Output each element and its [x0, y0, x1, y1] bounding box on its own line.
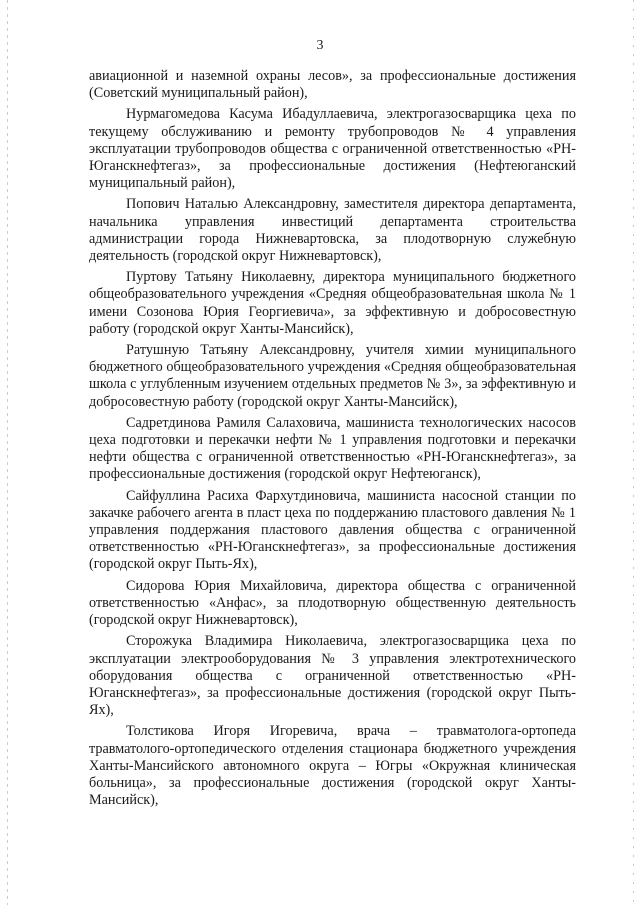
scan-edge-right: [633, 0, 634, 905]
page-number: 3: [316, 38, 324, 53]
paragraph-tolstikov: Толстикова Игоря Игоревича, врача – травматолога-ортопеда травматолого-ортопедического отделения стационара бюджетного учреждения Ханты-Мансийского автономного округа – Югры «Окружная клиническая больница», за профессиональные достижения (городской округ Ханты-Мансийск),: [89, 723, 576, 809]
paragraph-popovich: Попович Наталью Александровну, заместителя директора департамента, начальника управления инвестиций департамента строительства администрации города Нижневартовска, за плодотворную служебную деятельность (городской округ Нижневартовск),: [89, 196, 576, 265]
paragraph-storozhuk: Сторожука Владимира Николаевича, электрогазосварщика цеха по эксплуатации электрооборудования № 3 управления электротехнического оборудования общества с ограниченной ответственностью «РН-Юганскнефтегаз», за профессиональные достижения (городской округ Пыть-Ях),: [89, 633, 576, 719]
paragraph-ratushnaya: Ратушную Татьяну Александровну, учителя химии муниципального бюджетного общеобразовательного учреждения «Средняя общеобразовательная школа с углубленным изучением отдельных предметов № 3», за эффективную и добросовестную работу (городской округ Ханты-Мансийск),: [89, 342, 576, 410]
document-body: [89, 68, 576, 809]
paragraph-nurmagomedov: Нурмагомедова Касума Ибадуллаевича, электрогазосварщика цеха по текущему обслуживанию и ремонту трубопроводов № 4 управления эксплуатации трубопроводов общества с ограниченной ответственностью «РН-Юганскнефтегаз», за профессиональные достижения (Нефтеюганский муниципальный район),: [89, 106, 576, 192]
paragraph-purtova: Пуртову Татьяну Николаевну, директора муниципального бюджетного общеобразовательного учреждения «Средняя общеобразовательная школа № 1 имени Созонова Юрия Георгиевича», за эффективную и добросовестную работу (городской округ Ханты-Мансийск),: [89, 269, 576, 337]
paragraph-sadretdinov: Садретдинова Рамиля Салаховича, машиниста технологических насосов цеха подготовки и перекачки нефти № 1 управления подготовки и перекачки нефти общества с ограниченной ответственностью «РН-Юганскнефтегаз», за профессиональные достижения (городской округ Нефтеюганск),: [89, 414, 576, 483]
scan-edge-left: [7, 0, 8, 905]
paragraph-sidorov: Сидорова Юрия Михайловича, директора общества с ограниченной ответственностью «Анфас», за плодотворную общественную деятельность (городской округ Нижневартовск),: [89, 577, 576, 629]
paragraph-continuation: авиационной и наземной охраны лесов», за профессиональные достижения (Советский муниципальный район),: [89, 68, 576, 102]
paragraph-sayfullin: Сайфуллина Расиха Фархутдиновича, машиниста насосной станции по закачке рабочего агента в пласт цеха по поддержанию пластового давления № 1 управления поддержания пластового давления общества с ограниченной ответственностью «РН-Юганскнефтегаз», за профессиональные достижения (городской округ Пыть-Ях),: [89, 487, 576, 573]
